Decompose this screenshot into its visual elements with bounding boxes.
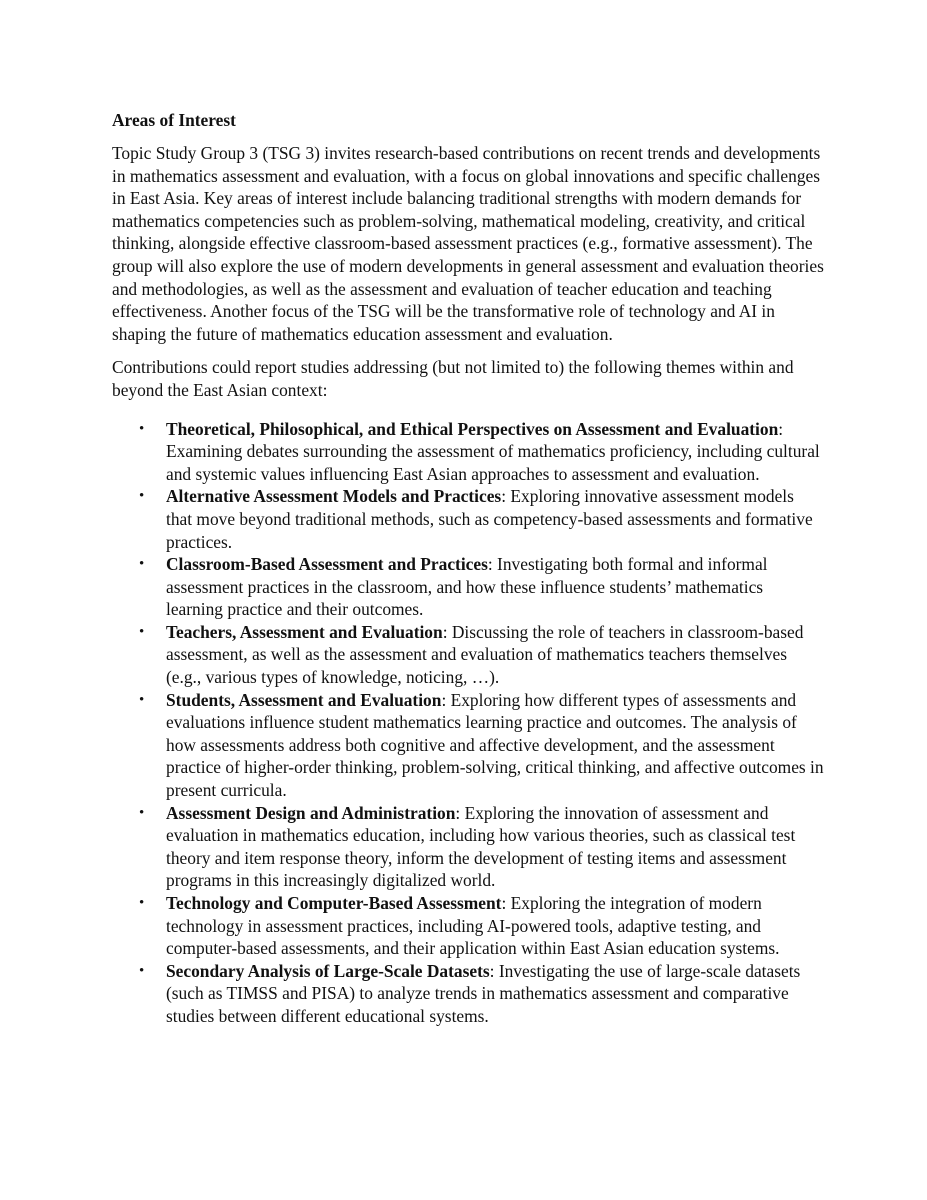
lead-paragraph: Contributions could report studies addressing (but not limited to) the following themes within and beyond the East Asian context: <box>112 357 794 400</box>
bullet-icon: • <box>139 691 145 708</box>
theme-description: : Exploring how different types of assessments and evaluations influence student mathematics learning practice and outcomes. The analysis of how assessments address both cognitive and affective development, and the assessment practice of higher-order thinking, problem-solving, critical thinking, and affective outcomes in present curricula. <box>166 689 824 801</box>
theme-title: Theoretical, Philosophical, and Ethical Perspectives on Assessment and Evaluation <box>166 418 779 439</box>
theme-item <box>112 802 824 892</box>
theme-title: Students, Assessment and Evaluation <box>166 689 442 710</box>
bullet-icon: • <box>139 556 145 573</box>
section-heading: Areas of Interest <box>112 110 236 130</box>
theme-description: : Examining debates surrounding the assessment of mathematics proficiency, including cultural and systemic values influencing East Asian approaches to assessment and evaluation. <box>166 418 820 484</box>
document-page <box>112 108 824 1028</box>
theme-description: : Investigating the use of large-scale datasets (such as TIMSS and PISA) to analyze trends in mathematics assessment and comparative studies between different educational systems. <box>166 960 801 1026</box>
theme-item <box>112 892 824 960</box>
bullet-icon: • <box>139 895 145 911</box>
bullet-icon: • <box>139 804 145 821</box>
theme-item <box>112 621 824 689</box>
bullet-icon: • <box>139 488 145 505</box>
theme-description: : Investigating both formal and informal assessment practices in the classroom, and how these influence students’ mathematics learning practice and their outcomes. <box>166 554 768 620</box>
theme-title: Alternative Assessment Models and Practices <box>166 486 502 507</box>
theme-description: : Exploring the innovation of assessment and evaluation in mathematics education, including how various theories, such as classical test theory and item response theory, inform the development of testing items and assessment programs in this increasingly digitalized world. <box>166 802 796 891</box>
themes-list <box>112 418 824 1028</box>
theme-item <box>112 553 824 621</box>
bullet-icon: • <box>139 420 145 437</box>
theme-title: Secondary Analysis of Large-Scale Datasets <box>166 960 490 981</box>
theme-description: : Discussing the role of teachers in classroom-based assessment, as well as the assessment and evaluation of mathematics teachers themselves (e.g., various types of knowledge, noticing, …). <box>166 621 804 688</box>
intro-paragraph: Topic Study Group 3 (TSG 3) invites research-based contributions on recent trends and developments in mathematics assessment and evaluation, with a focus on global innovations and specific challenges in East Asia. Key areas of interest include balancing traditional strengths with modern demands for mathematics competencies such as problem-solving, mathematical modeling, creativity, and critical thinking, alongside effective classroom-based assessment practices (e.g., formative assessment). The group will also explore the use of modern developments in general assessment and evaluation theories and methodologies, as well as the assessment and evaluation of teacher education and teaching effectiveness. Another focus of the TSG will be the transformative role of technology and AI in shaping the future of mathematics education assessment and evaluation. <box>112 143 824 344</box>
theme-description: : Exploring innovative assessment models that move beyond traditional methods, such as competency-based assessments and formative practices. <box>166 486 813 552</box>
theme-item <box>112 485 824 553</box>
theme-item <box>112 418 824 486</box>
bullet-icon: • <box>139 623 145 640</box>
theme-title: Teachers, Assessment and Evaluation <box>166 621 443 642</box>
theme-description: : Exploring the integration of modern technology in assessment practices, including AI-powered tools, adaptive testing, and computer-based assessments, and their application within East Asian education systems. <box>166 893 780 959</box>
theme-item <box>112 960 824 1028</box>
theme-title: Assessment Design and Administration <box>166 802 456 823</box>
theme-title: Technology and Computer-Based Assessment <box>166 893 502 913</box>
theme-title: Classroom-Based Assessment and Practices <box>166 554 488 575</box>
theme-item <box>112 689 824 802</box>
bullet-icon: • <box>139 962 145 979</box>
